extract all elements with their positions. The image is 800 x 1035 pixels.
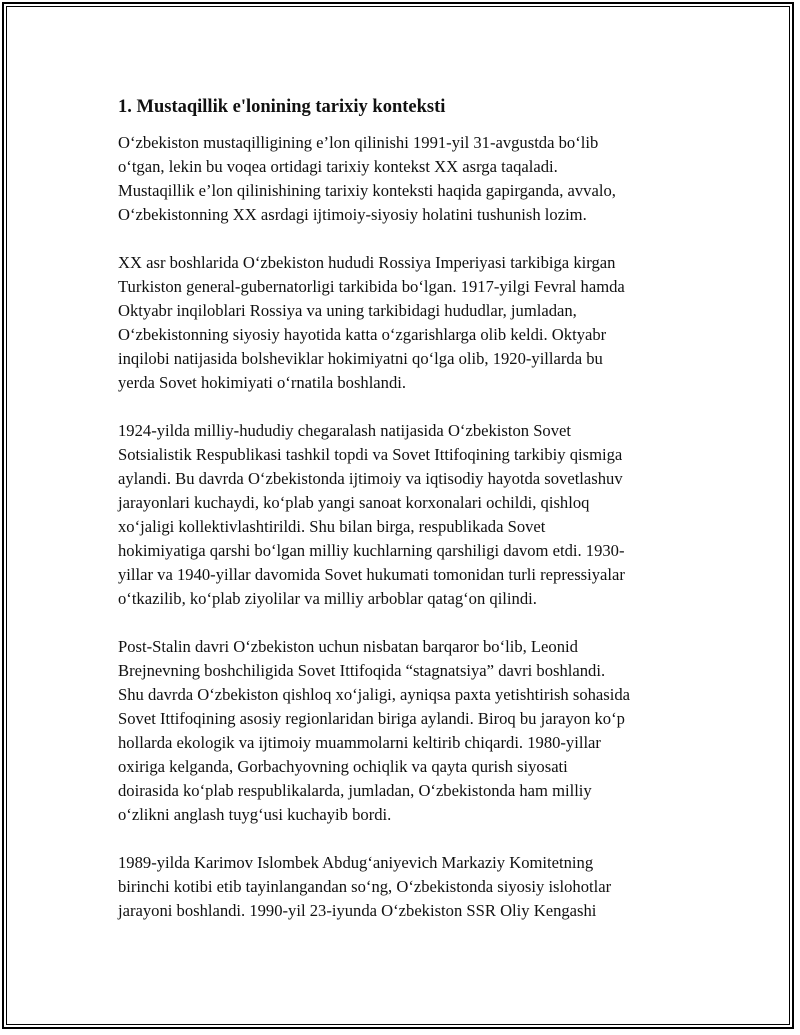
text-line: o‘tgan, lekin bu voqea ortidagi tarixiy kontekst XX asrga taqaladi. [118,157,558,176]
paragraph [118,251,698,395]
text-line: O‘zbekistonning XX asrdagi ijtimoiy-siyosiy holatini tushunish lozim. [118,205,587,224]
paragraph [118,419,698,611]
paragraph [118,851,698,923]
text-line: XX asr boshlarida O‘zbekiston hududi Rossiya Imperiyasi tarkibiga kirgan [118,253,616,272]
text-line: birinchi kotibi etib tayinlangandan so‘ng, O‘zbekistonda siyosiy islohotlar [118,877,612,896]
text-line: jarayoni boshlandi. 1990-yil 23-iyunda O‘zbekiston SSR Oliy Kengashi [118,901,597,920]
text-line: xo‘jaligi kollektivlashtirildi. Shu bilan birga, respublikada Sovet [118,517,546,536]
text-line: Turkiston general-gubernatorligi tarkibida bo‘lgan. 1917-yilgi Fevral hamda [118,277,625,296]
text-line: 1989-yilda Karimov Islombek Abdug‘aniyevich Markaziy Komitetning [118,853,594,872]
text-line: 1924-yilda milliy-hududiy chegaralash natijasida O‘zbekiston Sovet [118,421,571,440]
text-line: Shu davrda O‘zbekiston qishloq xo‘jaligi, ayniqsa paxta yetishtirish sohasida [118,685,631,704]
text-line: hokimiyatiga qarshi bo‘lgan milliy kuchlarning qarshiligi davom etdi. 1930- [118,541,625,560]
paragraph [118,131,698,227]
text-line: jarayonlari kuchaydi, ko‘plab yangi sanoat korxonalari ochildi, qishloq [118,493,590,512]
text-line: Sovet Ittifoqining asosiy regionlaridan biriga aylandi. Biroq bu jarayon ko‘p [118,709,625,728]
document-body [118,95,698,947]
text-line: O‘zbekistonning siyosiy hayotida katta o‘zgarishlarga olib keldi. Oktyabr [118,325,607,344]
text-line: Brejnevning boshchiligida Sovet Ittifoqida “stagnatsiya” davri boshlandi. [118,661,606,680]
paragraph-list [118,131,698,923]
text-line: Sotsialistik Respublikasi tashkil topdi va Sovet Ittifoqining tarkibiy qismiga [118,445,623,464]
text-line: o‘tkazilib, ko‘plab ziyolilar va milliy arboblar qatag‘on qilindi. [118,589,537,608]
text-line: Post-Stalin davri O‘zbekiston uchun nisbatan barqaror bo‘lib, Leonid [118,637,578,656]
paragraph [118,635,698,827]
text-line: Oktyabr inqiloblari Rossiya va uning tarkibidagi hududlar, jumladan, [118,301,577,320]
text-line: doirasida ko‘plab respublikalarda, jumladan, O‘zbekistonda ham milliy [118,781,592,800]
text-line: oxiriga kelganda, Gorbachyovning ochiqlik va qayta qurish siyosati [118,757,568,776]
section-heading: 1. Mustaqillik e'lonining tarixiy konteksti [118,97,446,117]
text-line: yillar va 1940-yillar davomida Sovet hukumati tomonidan turli repressiyalar [118,565,625,584]
text-line: hollarda ekologik va ijtimoiy muammolarni keltirib chiqardi. 1980-yillar [118,733,601,752]
text-line: Mustaqillik e’lon qilinishining tarixiy konteksti haqida gapirganda, avvalo, [118,181,616,200]
text-line: aylandi. Bu davrda O‘zbekistonda ijtimoiy va iqtisodiy hayotda sovetlashuv [118,469,623,488]
text-line: yerda Sovet hokimiyati o‘rnatila boshlandi. [118,373,407,392]
text-line: o‘zlikni anglash tuyg‘usi kuchayib bordi. [118,805,392,824]
text-line: O‘zbekiston mustaqilligining e’lon qilinishi 1991-yil 31-avgustda bo‘lib [118,133,599,152]
text-line: inqilobi natijasida bolsheviklar hokimiyatni qo‘lga olib, 1920-yillarda bu [118,349,603,368]
